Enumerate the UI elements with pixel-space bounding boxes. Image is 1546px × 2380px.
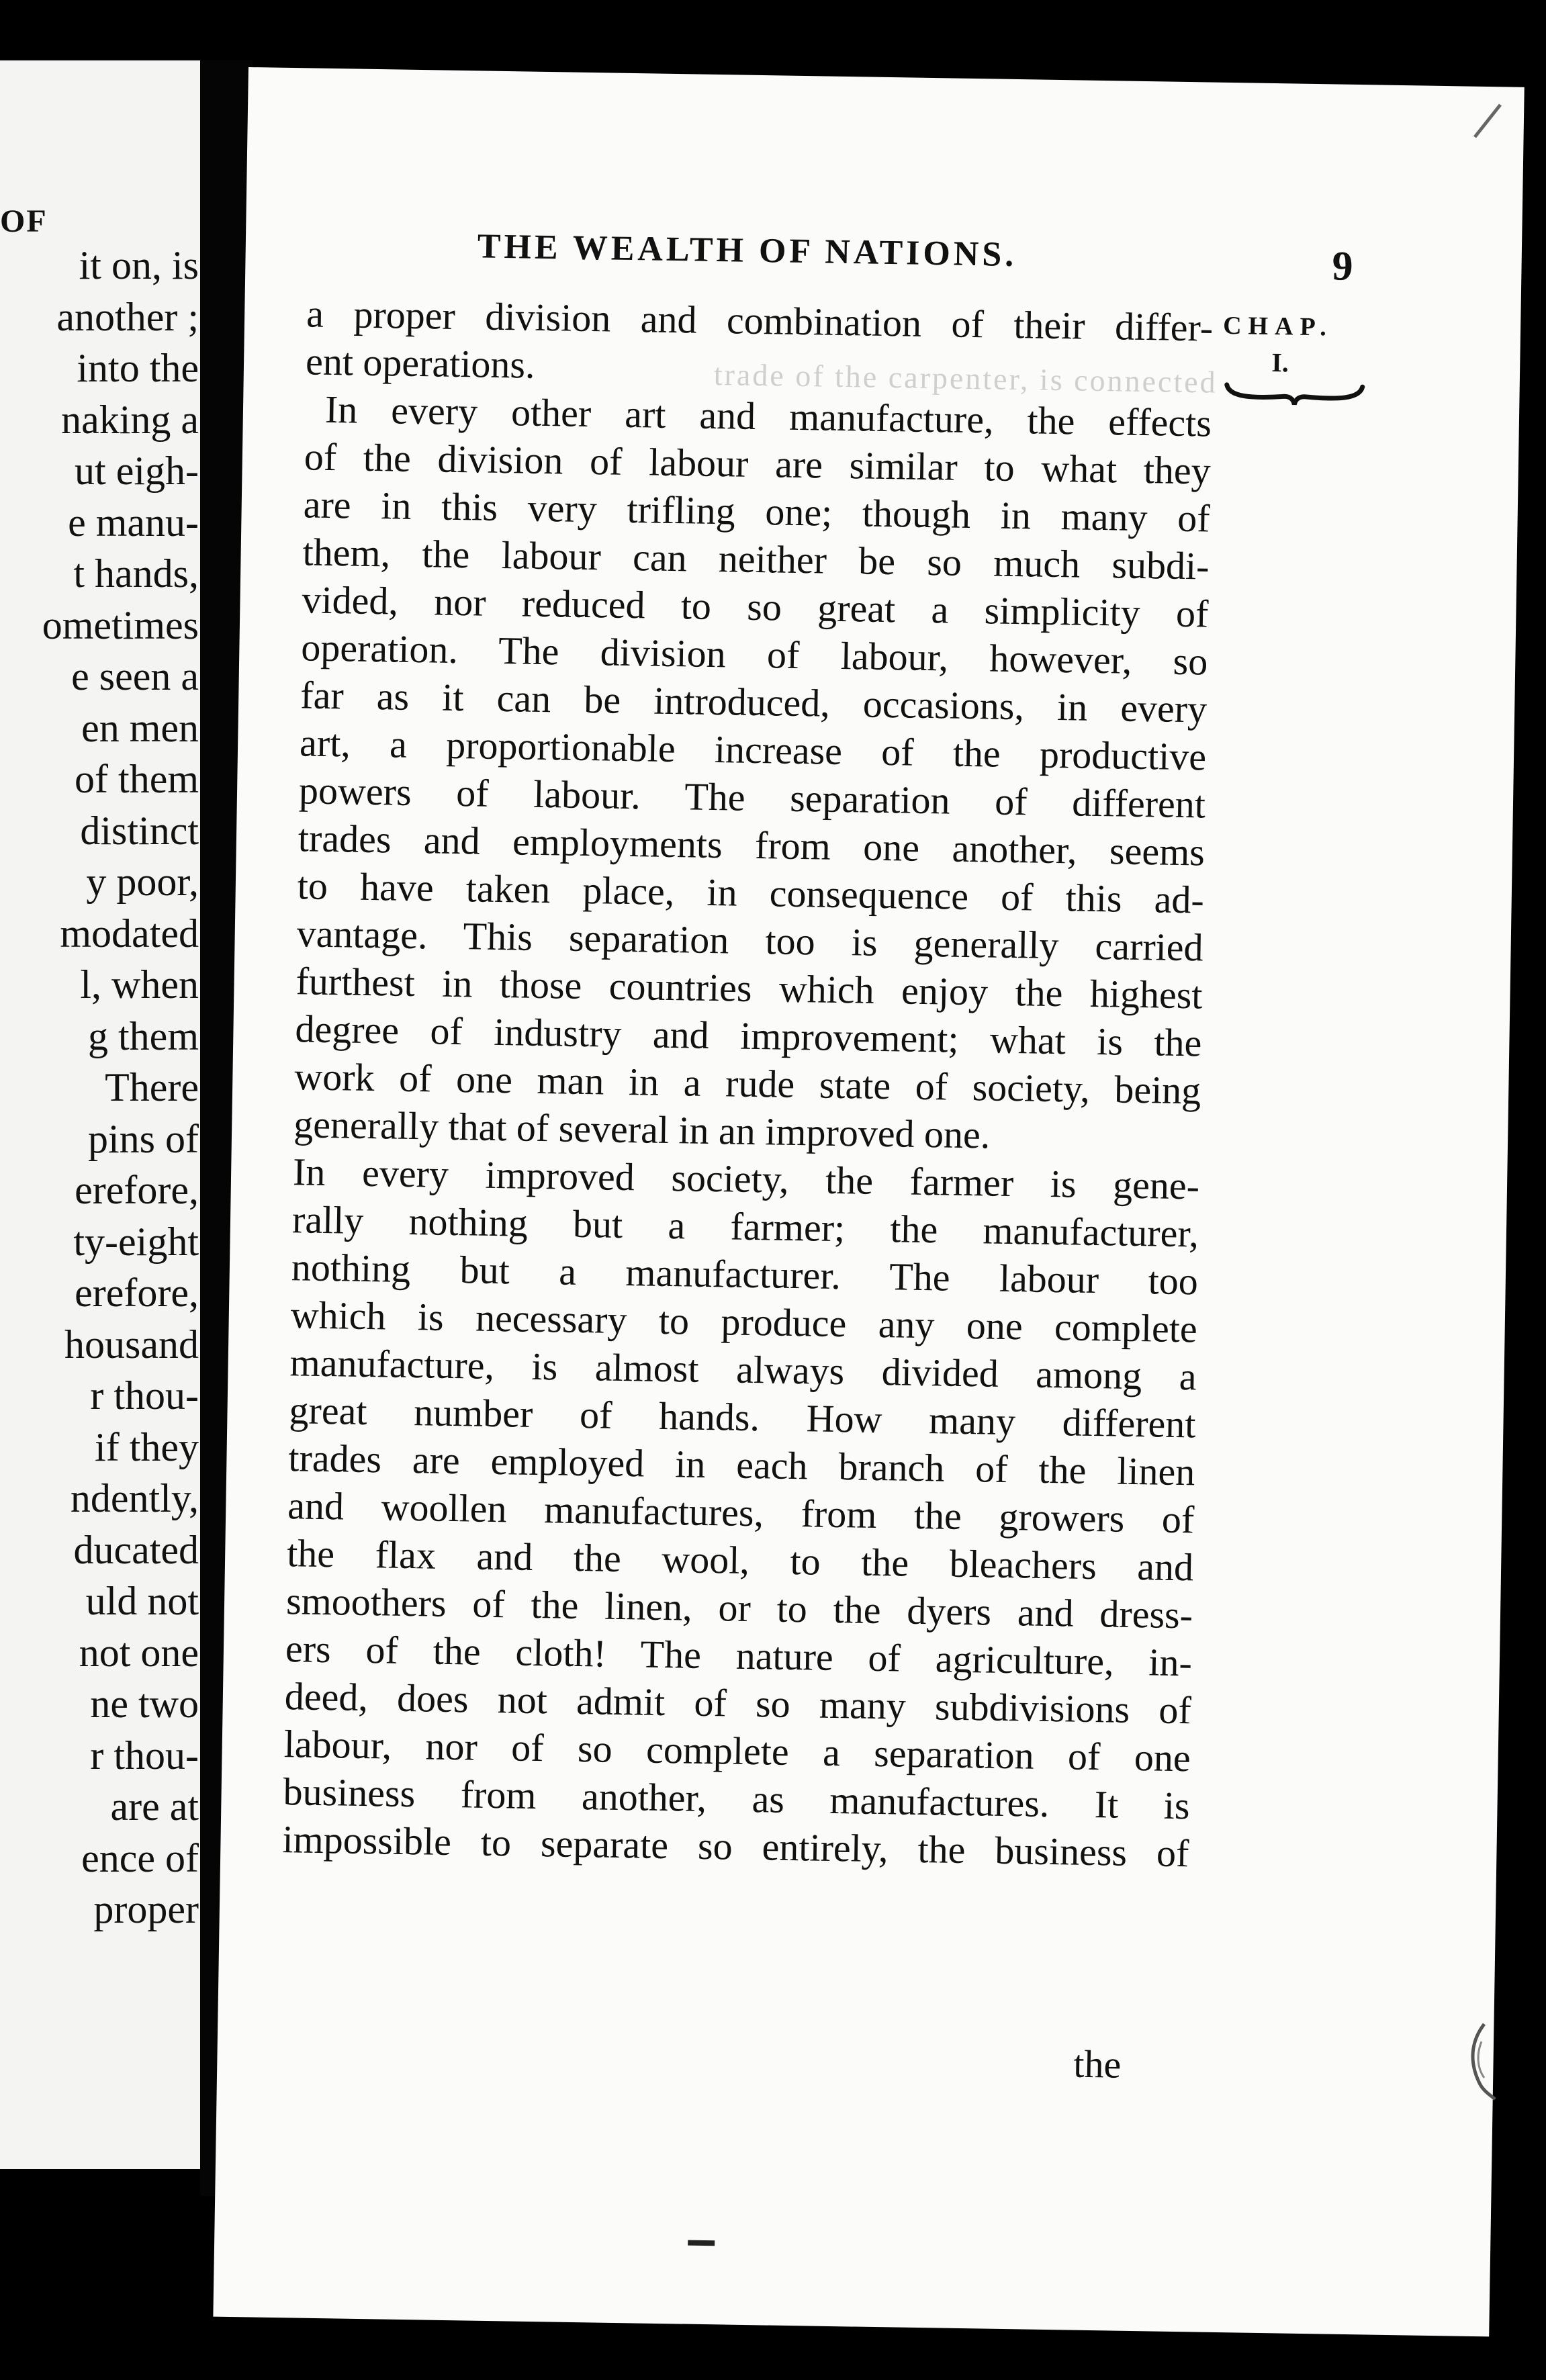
- ink-mark: [688, 2240, 715, 2246]
- body-line: generally that of several in an improved one.: [293, 1102, 991, 1157]
- left-page-line: There: [105, 1065, 199, 1109]
- left-page-line: another ;: [56, 294, 199, 339]
- body-line: and woollen manufactures, from the growers of: [287, 1483, 1195, 1542]
- left-page-line: ty-eight: [73, 1219, 199, 1264]
- catchword: the: [1073, 2042, 1122, 2087]
- left-page-heading: OF: [0, 203, 48, 239]
- body-line: degree of industry and improvement; what is the: [295, 1007, 1202, 1065]
- body-line: business from another, as manufactures. It is: [283, 1770, 1191, 1828]
- page-corner-mark-icon: [1471, 101, 1504, 141]
- left-page-line: ometimes: [42, 602, 199, 647]
- left-page-line: ne two: [90, 1682, 199, 1726]
- body-text: [282, 289, 1214, 1877]
- body-line: vided, nor reduced to so great a simplicity of: [302, 578, 1209, 636]
- body-line: trades are employed in each branch of the linen: [287, 1436, 1195, 1494]
- left-page-line: it on, is: [79, 243, 199, 287]
- page-number: 9: [1332, 243, 1354, 289]
- left-page-line: ducated: [73, 1527, 199, 1572]
- body-line: of the division of labour are similar to what they: [304, 434, 1212, 493]
- body-line: great number of hands. How many different: [289, 1388, 1196, 1447]
- left-page-line: y poor,: [86, 860, 199, 904]
- left-page-line: t hands,: [73, 551, 199, 596]
- body-line: labour, nor of so complete a separation of one: [283, 1722, 1191, 1780]
- left-page-line: g them: [88, 1013, 199, 1058]
- body-line: vantage. This separation too is generally carried: [296, 911, 1204, 970]
- left-page-line: erefore,: [75, 1168, 199, 1212]
- body-line: manufacture, is almost always divided among a: [289, 1340, 1197, 1399]
- left-page-line: are at: [110, 1784, 199, 1829]
- right-page: [213, 67, 1524, 2336]
- left-page-line: housand: [64, 1322, 199, 1367]
- body-line: impossible to separate so entirely, the business of: [282, 1817, 1189, 1876]
- left-page-line: r thou-: [90, 1373, 199, 1418]
- left-page-line: proper: [93, 1887, 199, 1931]
- left-page-line: l, when: [80, 962, 199, 1007]
- body-line: the flax and the wool, to the bleachers and: [286, 1531, 1194, 1590]
- show-through-text: trade of the carpenter, is connected: [713, 357, 1218, 400]
- body-line: to have taken place, in consequence of this ad-: [297, 864, 1205, 922]
- left-page-line: e manu-: [68, 500, 199, 545]
- left-page-line: e seen a: [71, 654, 199, 698]
- left-page-line: uld not: [85, 1579, 199, 1623]
- left-page-line: en men: [81, 705, 199, 750]
- left-page-line: modated: [60, 911, 199, 956]
- body-line: smoothers of the linen, or to the dyers and dress-: [285, 1579, 1193, 1637]
- body-line: are in this very trifling one; though in many of: [303, 482, 1211, 541]
- body-line: rally nothing but a farmer; the manufacturer,: [291, 1197, 1199, 1256]
- body-line: nothing but a manufacturer. The labour too: [291, 1245, 1199, 1303]
- body-line: In every other art and manufacture, the effects: [324, 387, 1212, 445]
- body-line: work of one man in a rude state of society, being: [293, 1054, 1201, 1113]
- body-line: far as it can be introduced, occasions, in every: [300, 673, 1208, 731]
- running-head: THE WEALTH OF NATIONS.: [477, 227, 1017, 275]
- body-line: In every improved society, the farmer is gene-: [292, 1150, 1200, 1208]
- body-line: furthest in those countries which enjoy the highest: [295, 959, 1203, 1017]
- left-page-line: naking a: [61, 397, 199, 442]
- left-facing-page: [0, 60, 214, 2169]
- body-line: ers of the cloth! The nature of agriculture, in-: [285, 1627, 1193, 1685]
- body-line: art, a proportionable increase of the productive: [299, 721, 1207, 779]
- left-page-line: r thou-: [90, 1733, 199, 1778]
- body-line: ent operations.: [305, 339, 536, 387]
- left-page-line: not one: [79, 1630, 199, 1675]
- left-page-line: of them: [75, 757, 199, 801]
- left-page-line: ndently,: [70, 1476, 199, 1520]
- left-page-line: erefore,: [75, 1271, 199, 1315]
- chapter-marginal-number: I.: [1271, 347, 1289, 378]
- chapter-marginal-label: CHAP.: [1222, 311, 1334, 342]
- body-line: which is necessary to produce any one complete: [290, 1293, 1198, 1351]
- left-page-line: if they: [95, 1424, 199, 1469]
- left-page-line: pins of: [88, 1116, 199, 1161]
- body-line: trades and employments from one another, seems: [298, 816, 1206, 874]
- body-line: deed, does not admit of so many subdivisions of: [284, 1674, 1192, 1733]
- left-page-line: ence of: [81, 1835, 199, 1880]
- page-edge-tear-icon: [1464, 2021, 1498, 2102]
- body-line: a proper division and combination of their differ-: [306, 291, 1214, 350]
- body-line: powers of labour. The separation of different: [298, 768, 1206, 827]
- left-page-line: into the: [77, 346, 199, 390]
- body-line: them, the labour can neither be so much subdi-: [302, 530, 1210, 588]
- chapter-brace-icon: [1224, 381, 1365, 407]
- left-page-line: distinct: [80, 808, 199, 853]
- body-line: operation. The division of labour, however, so: [300, 625, 1208, 684]
- left-page-line: ut eigh-: [75, 449, 199, 493]
